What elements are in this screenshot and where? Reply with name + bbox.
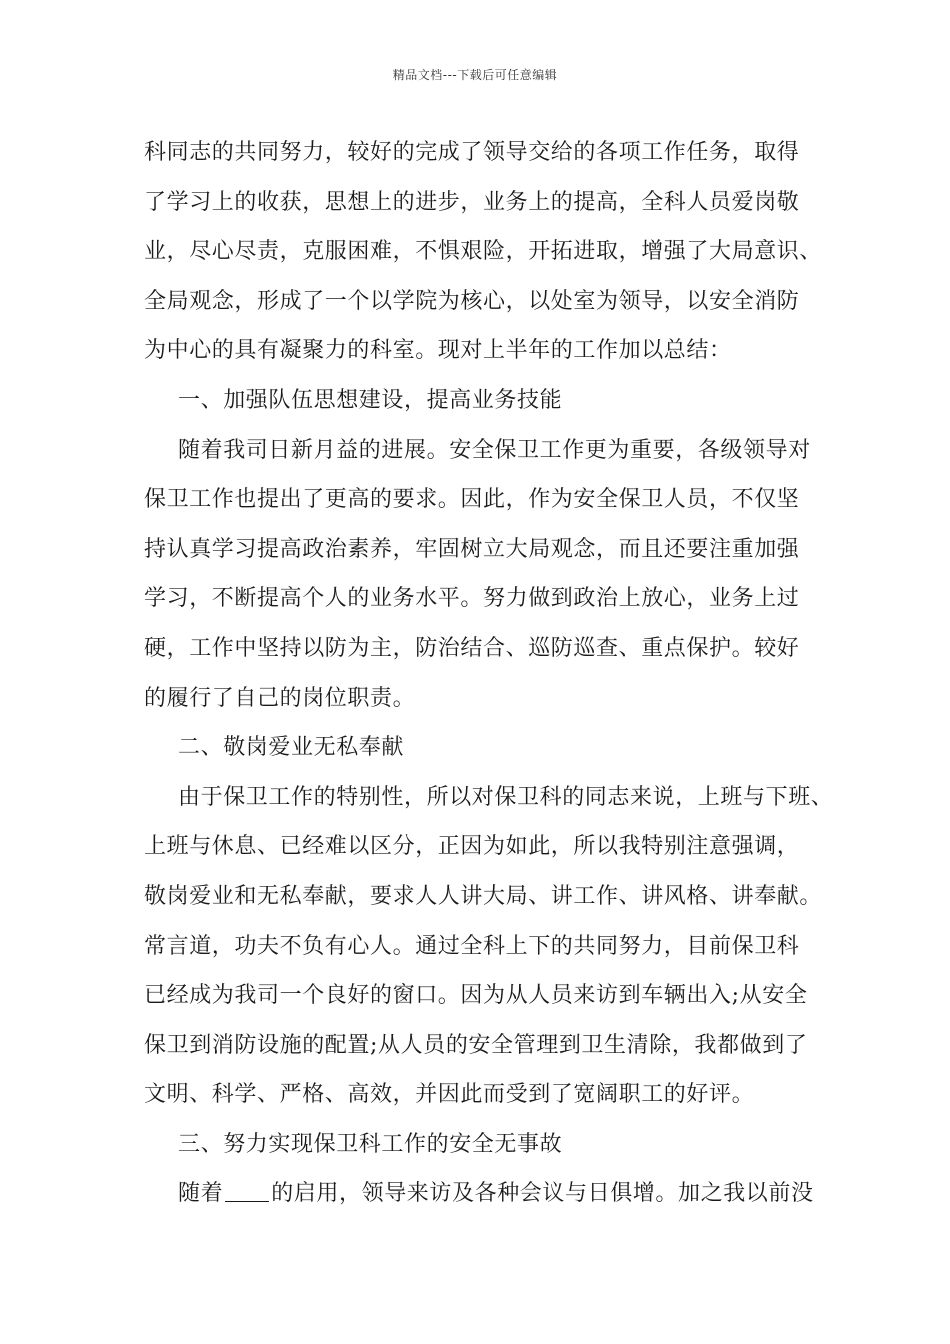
text-line: 上班与休息、已经难以区分，正因为如此，所以我特别注意强调，	[144, 834, 800, 860]
text-line: 业，尽心尽责，克服困难，不惧艰险，开拓进取，增强了大局意识、	[144, 239, 823, 265]
text-line: 全局观念，形成了一个以学院为核心，以处室为领导，以安全消防	[144, 288, 800, 314]
text-segment: 的启用，领导来访及各种会议与日俱增。加之我以前没	[271, 1181, 814, 1207]
text-line: 常言道，功夫不负有心人。通过全科上下的共同努力，目前保卫科	[144, 933, 800, 959]
text-segment: 随着	[178, 1181, 224, 1207]
text-line: 文明、科学、严格、高效，并因此而受到了宽阔职工的好评。	[144, 1082, 755, 1108]
paragraph-start	[144, 1169, 824, 1219]
text-line: 为中心的具有凝聚力的科室。现对上半年的工作加以总结：	[144, 338, 732, 364]
text-line: 保卫工作也提出了更高的要求。因此，作为安全保卫人员，不仅坚	[144, 487, 800, 513]
text-line: 了学习上的收获，思想上的进步，业务上的提高，全科人员爱岗敬	[144, 189, 800, 215]
text-line: 已经成为我司一个良好的窗口。因为从人员来访到车辆出入;从安全	[144, 983, 808, 1009]
section-heading-2: 二、敬岗爱业无私奉献	[178, 735, 405, 761]
section-heading-1: 一、加强队伍思想建设，提高业务技能	[178, 387, 563, 413]
text-line: 持认真学习提高政治素养，牢固树立大局观念，而且还要注重加强	[144, 536, 800, 562]
text-line: 科同志的共同努力，较好的完成了领导交给的各项工作任务，取得	[144, 140, 800, 165]
fill-in-blank	[225, 1179, 269, 1202]
section-heading-3: 三、努力实现保卫科工作的安全无事故	[178, 1131, 563, 1157]
text-line: 的履行了自己的岗位职责。	[144, 685, 416, 711]
paragraph-start: 由于保卫工作的特别性，所以对保卫科的同志来说，上班与下班、	[178, 784, 834, 810]
text-line: 敬岗爱业和无私奉献，要求人人讲大局、讲工作、讲风格、讲奉献。	[144, 883, 823, 909]
text-line: 保卫到消防设施的配置;从人员的安全管理到卫生清除，我都做到了	[144, 1032, 808, 1058]
page-header: 精品文档---下载后可任意编辑	[392, 68, 558, 82]
paragraph-start: 随着我司日新月益的进展。安全保卫工作更为重要，各级领导对	[178, 437, 811, 463]
document-body	[144, 128, 834, 1219]
text-line: 学习，不断提高个人的业务水平。努力做到政治上放心，业务上过	[144, 586, 800, 612]
text-line: 硬，工作中坚持以防为主，防治结合、巡防巡查、重点保护。较好	[144, 635, 800, 661]
